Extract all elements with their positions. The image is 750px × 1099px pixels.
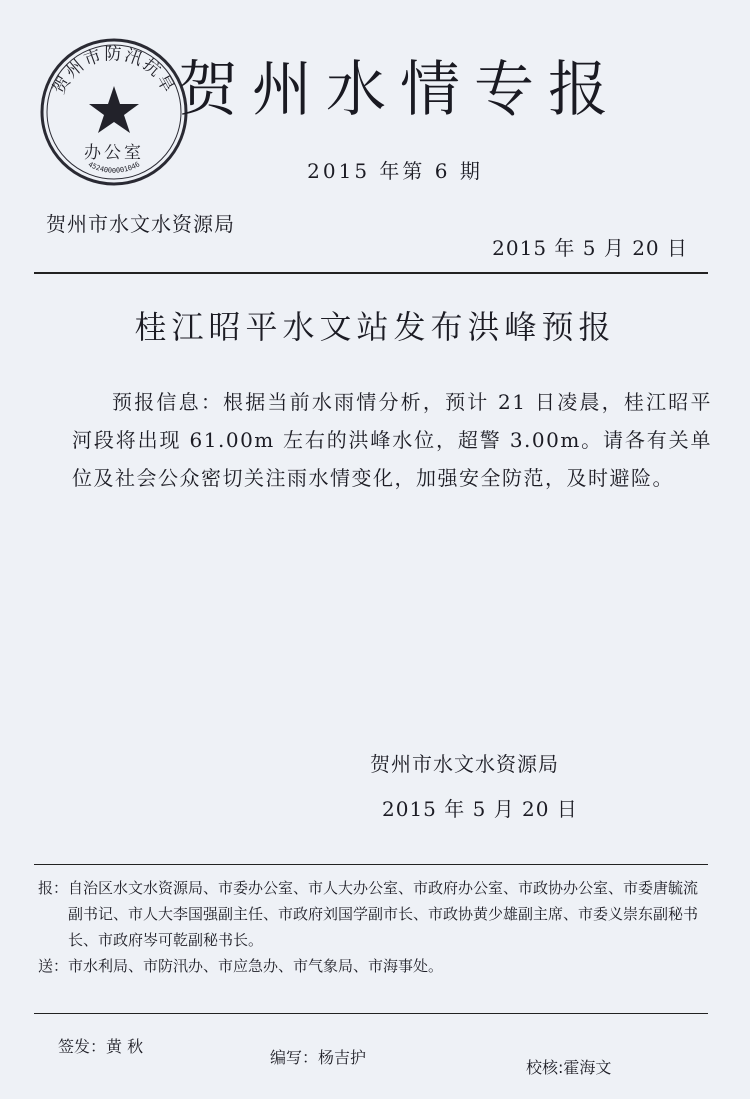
proofread-by-label: 校核: bbox=[526, 1058, 564, 1077]
report-to-row bbox=[38, 875, 710, 953]
masthead-title: 贺州水情专报 bbox=[178, 55, 622, 125]
star-icon bbox=[89, 86, 139, 133]
issue-number: 2015 年第 6 期 bbox=[307, 159, 483, 183]
written-by-label: 编写： bbox=[270, 1048, 319, 1067]
seal-arc-text: 贺州市防汛抗旱 bbox=[49, 44, 179, 98]
signature-date: 2015 年 5 月 20 日 bbox=[382, 797, 578, 821]
article-body: 预报信息：根据当前水雨情分析，预计 21 日凌晨，桂江昭平河段将出现 61.00m 左右的洪峰水位，超警 3.00m。请各有关单位及社会公众密切关注雨水情变化，加强安全防范，及时避险。 bbox=[72, 390, 712, 490]
issued-by-name: 黄 秋 bbox=[106, 1037, 144, 1056]
distribution-top-divider bbox=[34, 864, 708, 865]
issuer-name: 贺州市水文水资源局 bbox=[46, 212, 235, 236]
distribution-list bbox=[38, 875, 710, 979]
issue-date: 2015 年 5 月 20 日 bbox=[492, 236, 688, 260]
proofread-by-name: 霍海文 bbox=[563, 1058, 612, 1077]
seal-serial: 4524000001046 bbox=[86, 160, 142, 175]
written-by-name: 杨吉护 bbox=[318, 1048, 367, 1067]
header-divider bbox=[34, 272, 708, 274]
issued-by bbox=[58, 1034, 143, 1057]
report-to-label: 报： bbox=[38, 879, 69, 897]
issued-by-label: 签发： bbox=[58, 1037, 107, 1056]
written-by bbox=[270, 1045, 366, 1068]
send-to-row bbox=[38, 953, 710, 979]
report-to-recipients: 自治区水文水资源局、市委办公室、市人大办公室、市政府办公室、市政协办公室、市委唐毓流副书记、市人大李国强副主任、市政府刘国学副市长、市政协黄少雄副主席、市委义崇东副秘书长、市政府岑可乾副秘书长。 bbox=[68, 879, 699, 949]
send-to-recipients: 市水利局、市防汛办、市应急办、市气象局、市海事处。 bbox=[68, 957, 444, 975]
seal-bottom-text: 办公室 bbox=[84, 143, 144, 163]
distribution-bottom-divider bbox=[34, 1013, 708, 1014]
send-to-label: 送： bbox=[38, 957, 69, 975]
article-headline: 桂江昭平水文站发布洪峰预报 bbox=[134, 308, 616, 346]
signature-org: 贺州市水文水资源局 bbox=[370, 752, 559, 776]
proofread-by bbox=[526, 1055, 611, 1078]
